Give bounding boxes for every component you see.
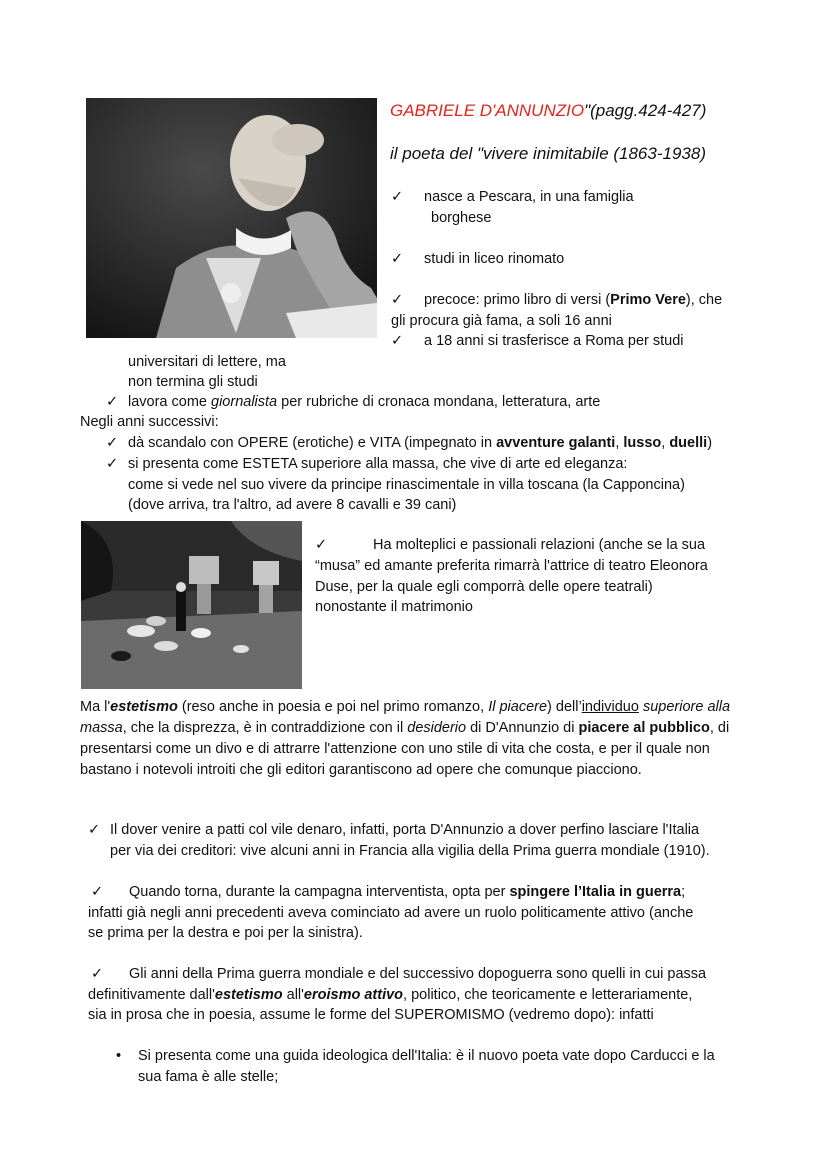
money-item: ✓ Il dover venire a patti col vile denaro, infatti, porta D'Annunzio a dover perfino lasciare l'Italia bbox=[88, 822, 700, 838]
postwar-item: ✓ Gli anni della Prima guerra mondiale e del successivo dopoguerra sono quelli in cui passa bbox=[91, 966, 707, 982]
relations-item: ✓ Ha molteplici e passionali relazioni (anche se la sua bbox=[315, 537, 706, 553]
bio-item-journalist: ✓ lavora come giornalista per rubriche di cronaca mondana, letteratura, arte bbox=[106, 394, 601, 410]
later-heading: Negli anni successivi: bbox=[80, 414, 219, 430]
villa-dogs-photo bbox=[81, 521, 302, 689]
later-item-scandal: ✓ dà scandalo con OPERE (erotiche) e VITA (impegnato in avventure galanti, lusso, duelli) bbox=[106, 435, 713, 451]
war-cont1: infatti già negli anni precedenti aveva cominciato ad avere un ruolo politicamente attivo (anche bbox=[88, 905, 694, 921]
document-title bbox=[390, 100, 706, 122]
bio-item-birth: ✓ nasce a Pescara, in una famiglia bbox=[391, 189, 634, 205]
bio-item-studies: ✓ studi in liceo rinomato bbox=[391, 251, 565, 267]
postwar-cont1: definitivamente dall'estetismo all'eroismo attivo, politico, che teoricamente e letterariamente, bbox=[88, 987, 693, 1003]
title-pages: "(pagg.424-427) bbox=[584, 101, 707, 120]
bullet-icon: • bbox=[116, 1048, 122, 1064]
check-icon: ✓ bbox=[391, 189, 404, 205]
bio-item-rome: ✓ a 18 anni si trasferisce a Roma per studi bbox=[391, 333, 684, 349]
check-icon: ✓ bbox=[88, 822, 101, 838]
relations-cont1: “musa” ed amante preferita rimarrà l'attrice di teatro Eleonora bbox=[315, 558, 708, 574]
war-item: ✓ Quando torna, durante la campagna interventista, opta per spingere l’Italia in guerra; bbox=[91, 884, 686, 900]
check-icon: ✓ bbox=[391, 292, 404, 308]
check-icon: ✓ bbox=[315, 537, 328, 553]
title-name: GABRIELE D'ANNUNZIO bbox=[390, 101, 585, 120]
money-cont: per via dei creditori: vive alcuni anni in Francia alla vigilia della Prima guerra mondiale (1910). bbox=[110, 843, 710, 859]
check-icon: ✓ bbox=[91, 884, 104, 900]
aestheticism-paragraph: Ma l'estetismo (reso anche in poesia e poi nel primo romanzo, Il piacere) dell’individuo superiore alla massa, che la disprezza, è in contraddizione con il desiderio di D'Annunzio di piacere al pubblico, di presentarsi come un divo e di attrarre l'attenzione con uno stile di vita che costa, e per il quale non bastano i notevoli introiti che gli editori garantiscono ad opere che comunque piacciono. bbox=[80, 699, 731, 778]
portrait-photo bbox=[86, 98, 377, 338]
check-icon: ✓ bbox=[106, 456, 119, 472]
bio-item-birth-cont: borghese bbox=[431, 210, 492, 226]
check-icon: ✓ bbox=[391, 333, 404, 349]
bio-item-precocious-cont: gli procura già fama, a soli 16 anni bbox=[391, 313, 612, 329]
later-item-aesthete-cont1: come si vede nel suo vivere da principe rinascimentale in villa toscana (la Capponcina) bbox=[128, 477, 685, 493]
portrait-illustration bbox=[86, 98, 377, 338]
check-icon: ✓ bbox=[106, 435, 119, 451]
villa-illustration bbox=[81, 521, 302, 689]
bio-item-rome-cont2: non termina gli studi bbox=[128, 374, 258, 390]
check-icon: ✓ bbox=[106, 394, 119, 410]
bio-item-rome-cont1: universitari di lettere, ma bbox=[128, 354, 286, 370]
guide-item: • Si presenta come una guida ideologica dell'Italia: è il nuovo poeta vate dopo Carducci e la bbox=[116, 1048, 715, 1064]
check-icon: ✓ bbox=[391, 251, 404, 267]
relations-cont3: nonostante il matrimonio bbox=[315, 599, 473, 615]
bio-item-precocious: ✓ precoce: primo libro di versi (Primo Vere), che bbox=[391, 292, 723, 308]
postwar-cont2: sia in prosa che in poesia, assume le forme del SUPEROMISMO (vedremo dopo): infatti bbox=[88, 1007, 654, 1023]
relations-cont2: Duse, per la quale egli comporrà delle opere teatrali) bbox=[315, 579, 653, 595]
document-subtitle: il poeta del "vivere inimitabile (1863-1938) bbox=[390, 144, 706, 163]
later-item-aesthete: ✓ si presenta come ESTETA superiore alla massa, che vive di arte ed eleganza: bbox=[106, 456, 628, 472]
check-icon: ✓ bbox=[91, 966, 104, 982]
war-cont2: se prima per la destra e poi per la sinistra). bbox=[88, 925, 363, 941]
later-item-aesthete-cont2: (dove arriva, tra l'altro, ad avere 8 cavalli e 39 cani) bbox=[128, 497, 457, 513]
guide-cont: sua fama è alle stelle; bbox=[138, 1069, 279, 1085]
